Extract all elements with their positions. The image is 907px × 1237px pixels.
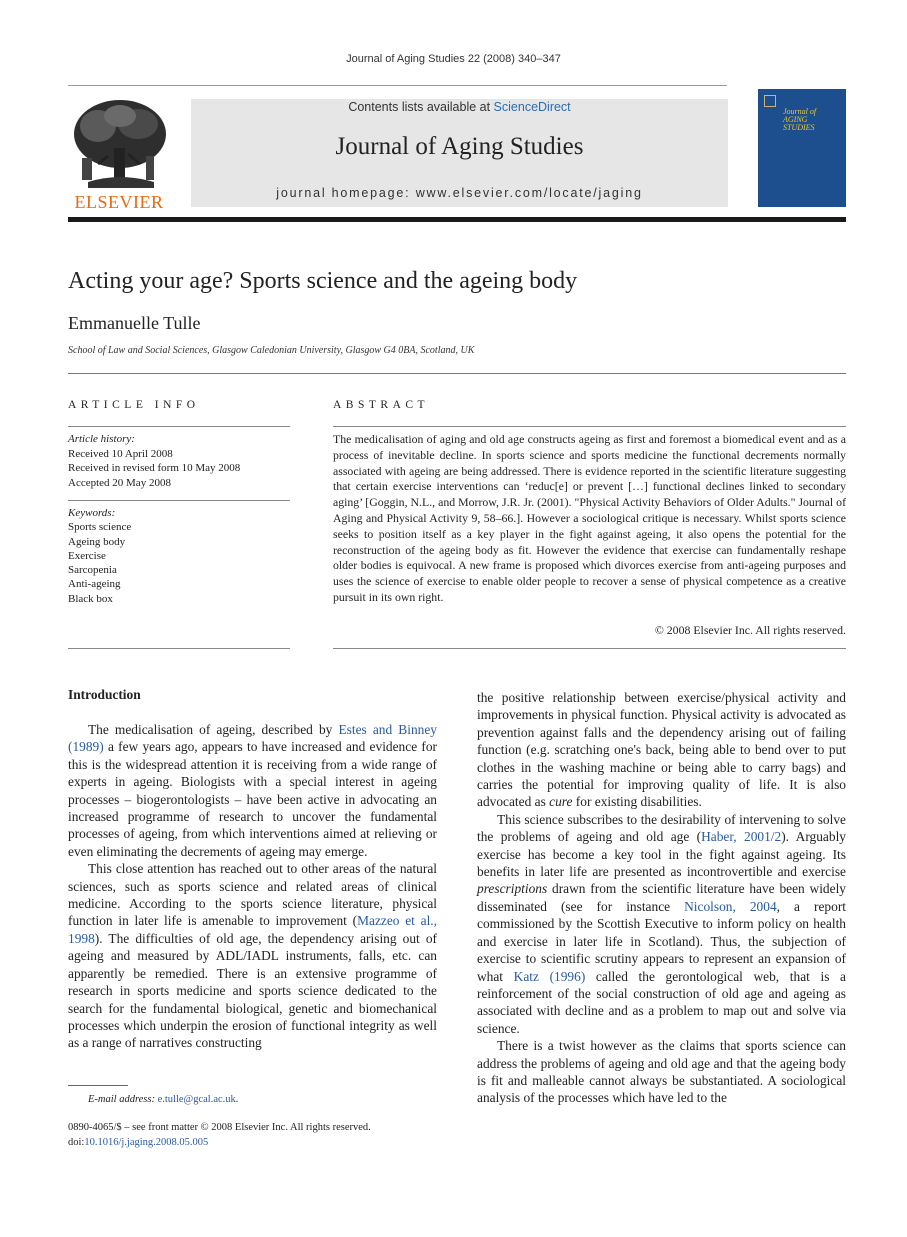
- history-revised: Received in revised form 10 May 2008: [68, 462, 241, 474]
- elsevier-wordmark: ELSEVIER: [74, 192, 164, 212]
- keyword: Black box: [68, 592, 113, 605]
- doi-label: doi:: [68, 1137, 85, 1148]
- cover-title: Journal of AGING STUDIES: [783, 107, 817, 132]
- abstract-copyright: © 2008 Elsevier Inc. All rights reserved.: [654, 623, 846, 637]
- email-link[interactable]: e.tulle@gcal.ac.uk: [157, 1094, 236, 1105]
- keyword: Sports science: [68, 521, 132, 534]
- paragraph: [477, 811, 846, 1037]
- journal-homepage[interactable]: journal homepage: www.elsevier.com/locate/jaging: [276, 186, 643, 200]
- article-info-rule: [68, 500, 290, 501]
- email-end: .: [235, 1094, 239, 1105]
- journal-title: Journal of Aging Studies: [335, 133, 584, 160]
- keyword: Anti-ageing: [68, 578, 121, 591]
- article-info-rule: [68, 426, 290, 427]
- body-column-right: [477, 689, 846, 1107]
- paragraph: There is a twist however as the claims that sports science can address the problems of ageing and old age and that the ageing body is fit and malleable cannot always be substantiated. A sociological analysis of the processes which have led to the: [477, 1038, 846, 1106]
- doi-line: [68, 1137, 208, 1148]
- history-label: Article history:: [68, 433, 135, 445]
- history-accepted: Accepted 20 May 2008: [68, 476, 171, 489]
- keywords-label: Keywords:: [68, 507, 116, 519]
- keyword: Exercise: [68, 549, 106, 562]
- article-title: Acting your age? Sports science and the ageing body: [68, 268, 578, 294]
- keyword: Ageing body: [68, 535, 126, 548]
- doi-link[interactable]: 10.1016/j.jaging.2008.05.005: [84, 1137, 209, 1148]
- paragraph: [477, 689, 846, 811]
- text-run: a few years ago, appears to have increased and evidence for this is the widespread attention it is receiving from a wide range of experts in ageing. Biologists with a special interest in ageing processes – biogerontologists – have been active in advocating an increased programme of research to uncover the fundamental processes of ageing, from which interventions aimed at relieving or even eliminating the decrements of ageing may emerge.: [68, 739, 437, 859]
- body-column-left: [68, 721, 437, 1052]
- contents-available-line: [191, 100, 728, 114]
- contents-prefix: Contents lists available at: [348, 100, 494, 114]
- citation-link[interactable]: Estes and Binney (1989): [68, 722, 437, 755]
- citation-link[interactable]: Nicolson, 2004: [684, 898, 777, 914]
- sciencedirect-link[interactable]: ScienceDirect: [493, 100, 571, 114]
- text-run: the positive relationship between exercise/physical activity and improvements in physical function. Physical activity is advocated as prevention against falls and the dependency arising out of failing function (e.g. scratching one's back, being able to bend over to put clothes in the washing machine or being able to carry bags) and carries the potential for improving quality of life. It is also advocated as: [477, 690, 846, 810]
- journal-citation: Journal of Aging Studies 22 (2008) 340–347: [346, 53, 561, 65]
- keyword: Sarcopenia: [68, 564, 117, 577]
- paragraph: [68, 721, 437, 860]
- section-heading-introduction: Introduction: [68, 687, 141, 702]
- history-received: Received 10 April 2008: [68, 447, 173, 460]
- issn-line: 0890-4065/$ – see front matter © 2008 Elsevier Inc. All rights reserved.: [68, 1122, 371, 1133]
- citation-link[interactable]: Haber, 2001/2: [701, 829, 782, 845]
- text-run: This close attention has reached out to other areas of the natural sciences, such as sports science and related areas of clinical medicine. According to the sports science literature, physical function in later life is amenable to improvement (: [68, 861, 437, 929]
- abstract-rule: [333, 426, 846, 427]
- author-affiliation: School of Law and Social Sciences, Glasgow Caledonian University, Glasgow G4 0BA, Scotland, UK: [68, 345, 475, 356]
- text-run: drawn from the scientific literature have been widely disseminated (see for instance: [477, 881, 846, 914]
- text-run: ). The difficulties of old age, the dependency arising out of ageing and measured by ADL/IADL instruments, falls, etc. can apparently be remedied. There is an extensive programme of research in sports medicine and sports science dedicated to the search for the fundamental biological, genetic and biomechanical processes which underpin the erosion of functional integrity as well as a range of narratives constructing: [68, 930, 437, 1051]
- text-run: The medicalisation of ageing, described by: [88, 722, 339, 737]
- abstract-rule: [333, 648, 846, 649]
- article-info-rule: [68, 648, 290, 649]
- keywords: [68, 506, 290, 606]
- article-author: Emmanuelle Tulle: [68, 313, 201, 333]
- paragraph: [68, 860, 437, 1051]
- text-run: This science subscribes to the desirability of intervening to solve the problems of ageing and old age (: [477, 811, 846, 845]
- article-history: [68, 432, 290, 490]
- footnote-rule: [68, 1085, 128, 1086]
- text-run: for existing disabilities.: [572, 794, 702, 810]
- email-label: E-mail address:: [88, 1094, 155, 1105]
- text-run: ). Arguably exercise has become a key tool in the fight against ageing. Its benefits in later life are presented as incontrovertible and exercise: [477, 829, 846, 880]
- emphasis: cure: [549, 794, 573, 810]
- cover-emblem-icon: [764, 95, 776, 107]
- header-rule: [68, 85, 727, 86]
- abstract-heading: ABSTRACT: [333, 399, 430, 411]
- title-rule: [68, 373, 846, 374]
- text-run: called the gerontological web, that is a reinforcement of the social construction of old age and ageing as associated with decline and as a problem to map out and solve via science.: [477, 968, 847, 1036]
- author-email: [88, 1094, 238, 1105]
- abstract-text: The medicalisation of aging and old age constructs ageing as first and foremost a biomedical event and as a process of inevitable decline. In sports science and sports medicine the functional decrements normally associated with ageing are being addressed. There is evidence reported in the scientific literature suggesting that certain exercise interventions can ‘reduc[e] or prevent […] functional declines linked to secondary aging’ [Goggin, N.L., and Morrow, J.R. Jr. (2001). "Physical Activity Behaviors of Older Adults." Journal of Aging and Physical Activity 9, 58–66.]. However a sociological critique is necessary. Whilst sports science seeks to position itself as a key player in the fight against ageing, it also opens the potential for the reconstruction of the ageing body as fit. However the evidence that exercise can fundamentally reshape older bodies is equivocal. A new frame is proposed which divorces exercise from anti-ageing purposes and uses the science of exercise to enable older people to recover a sense of physical competence as a creative pursuit in its own right.: [333, 432, 846, 604]
- text-run: , a report commissioned by the Scottish Executive to inform policy on health and exercise in later life in Scotland). Thus, the subjection of exercise to scientific scrutiny appears to represent an expansion of what: [477, 898, 846, 984]
- citation-link[interactable]: Katz (1996): [513, 968, 586, 984]
- header-thick-rule: [68, 217, 846, 222]
- article-info-heading: ARTICLE INFO: [68, 399, 200, 411]
- emphasis: prescriptions: [477, 881, 548, 897]
- citation-link[interactable]: Mazzeo et al., 1998: [68, 913, 437, 946]
